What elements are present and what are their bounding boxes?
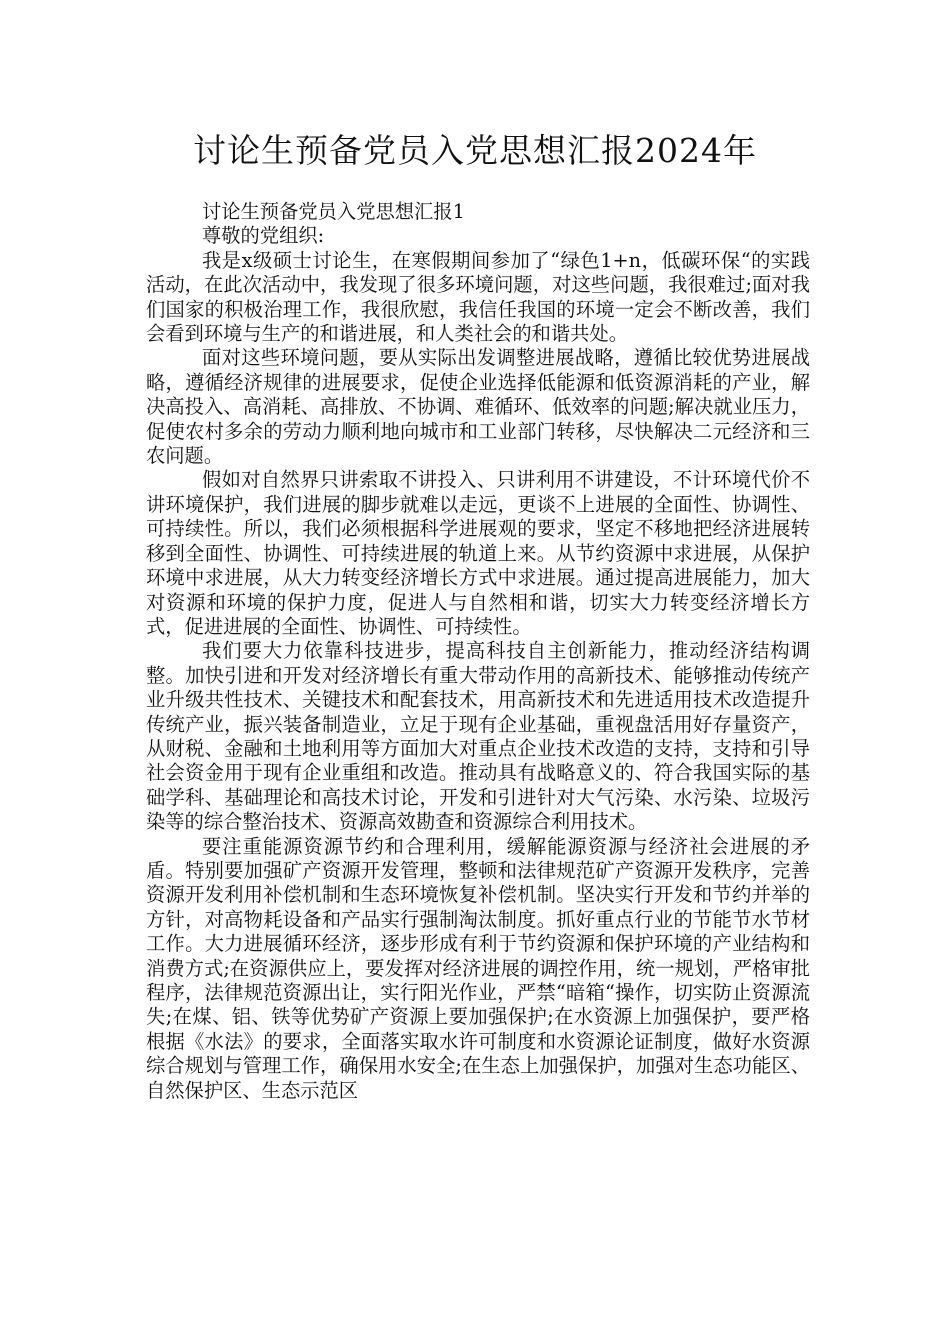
paragraph: 假如对自然界只讲索取不讲投入、只讲利用不讲建设，不计环境代价不讲环境保护，我们进展的脚步就难以走远，更谈不上进展的全面性、协调性、可持续性。所以，我们必须根据科学进展观的要求，坚定不移地把经济进展转移到全面性、协调性、可持续进展的轨道上来。从节约资源中求进展，从保护环境中求进展，从大力转变经济增长方式中求进展。通过提高进展能力，加大对资源和环境的保护力度，促进人与自然相和谐，切实大力转变经济增长方式，促进进展的全面性、协调性、可持续性。 [146, 468, 810, 638]
paragraph: 要注重能源资源节约和合理利用，缓解能源资源与经济社会进展的矛盾。特别要加强矿产资源开发管理，整顿和法律规范矿产资源开发秩序，完善资源开发利用补偿机制和生态环境恢复补偿机制。坚决实行开发和节约并举的方针，对高物耗设备和产品实行强制淘汰制度。抓好重点行业的节能节水节材工作。大力进展循环经济，逐步形成有利于节约资源和保护环境的产业结构和消费方式;在资源供应上，要发挥对经济进展的调控作用，统一规划，严格审批程序，法律规范资源出让，实行阳光作业，严禁“暗箱“操作，切实防止资源流失;在煤、铝、铁等优势矿产资源上要加强保护;在水资源上加强保护，要严格根据《水法》的要求，全面落实取水许可制度和水资源论证制度，做好水资源综合规划与管理工作，确保用水安全;在生态上加强保护，加强对生态功能区、自然保护区、生态示范区 [146, 834, 810, 1102]
document-body [146, 200, 810, 1103]
document-title: 讨论生预备党员入党思想汇报2024年 [193, 131, 757, 170]
document-subtitle: 讨论生预备党员入党思想汇报1 [201, 200, 465, 223]
paragraph: 面对这些环境问题，要从实际出发调整进展战略，遵循比较优势进展战略，遵循经济规律的进展要求，促使企业选择低能源和低资源消耗的产业，解决高投入、高消耗、高排放、不协调、难循环、低效率的问题;解决就业压力，促使农村多余的劳动力顺利地向城市和工业部门转移，尽快解决二元经济和三农问题。 [146, 346, 810, 468]
paragraph: 我们要大力依靠科技进步，提高科技自主创新能力，推动经济结构调整。加快引进和开发对经济增长有重大带动作用的高新技术、能够推动传统产业升级共性技术、关键技术和配套技术，用高新技术和先进适用技术改造提升传统产业，振兴装备制造业，立足于现有企业基础，重视盘活用好存量资产，从财税、金融和土地利用等方面加大对重点企业技术改造的支持，支持和引导社会资金用于现有企业重组和改造。推动具有战略意义的、符合我国实际的基础学科、基础理论和高技术讨论，开发和引进针对大气污染、水污染、垃圾污染等的综合整治技术、资源高效勘查和资源综合利用技术。 [146, 639, 810, 834]
salutation: 尊敬的党组织: [201, 224, 325, 248]
paragraph: 我是x级硕士讨论生，在寒假期间参加了“绿色1+n，低碳环保“的实践活动，在此次活动中，我发现了很多环境问题，对这些问题，我很难过;面对我们国家的积极治理工作，我很欣慰，我信任我国的环境一定会不断改善，我们会看到环境与生产的和谐进展，和人类社会的和谐共处。 [146, 248, 810, 346]
